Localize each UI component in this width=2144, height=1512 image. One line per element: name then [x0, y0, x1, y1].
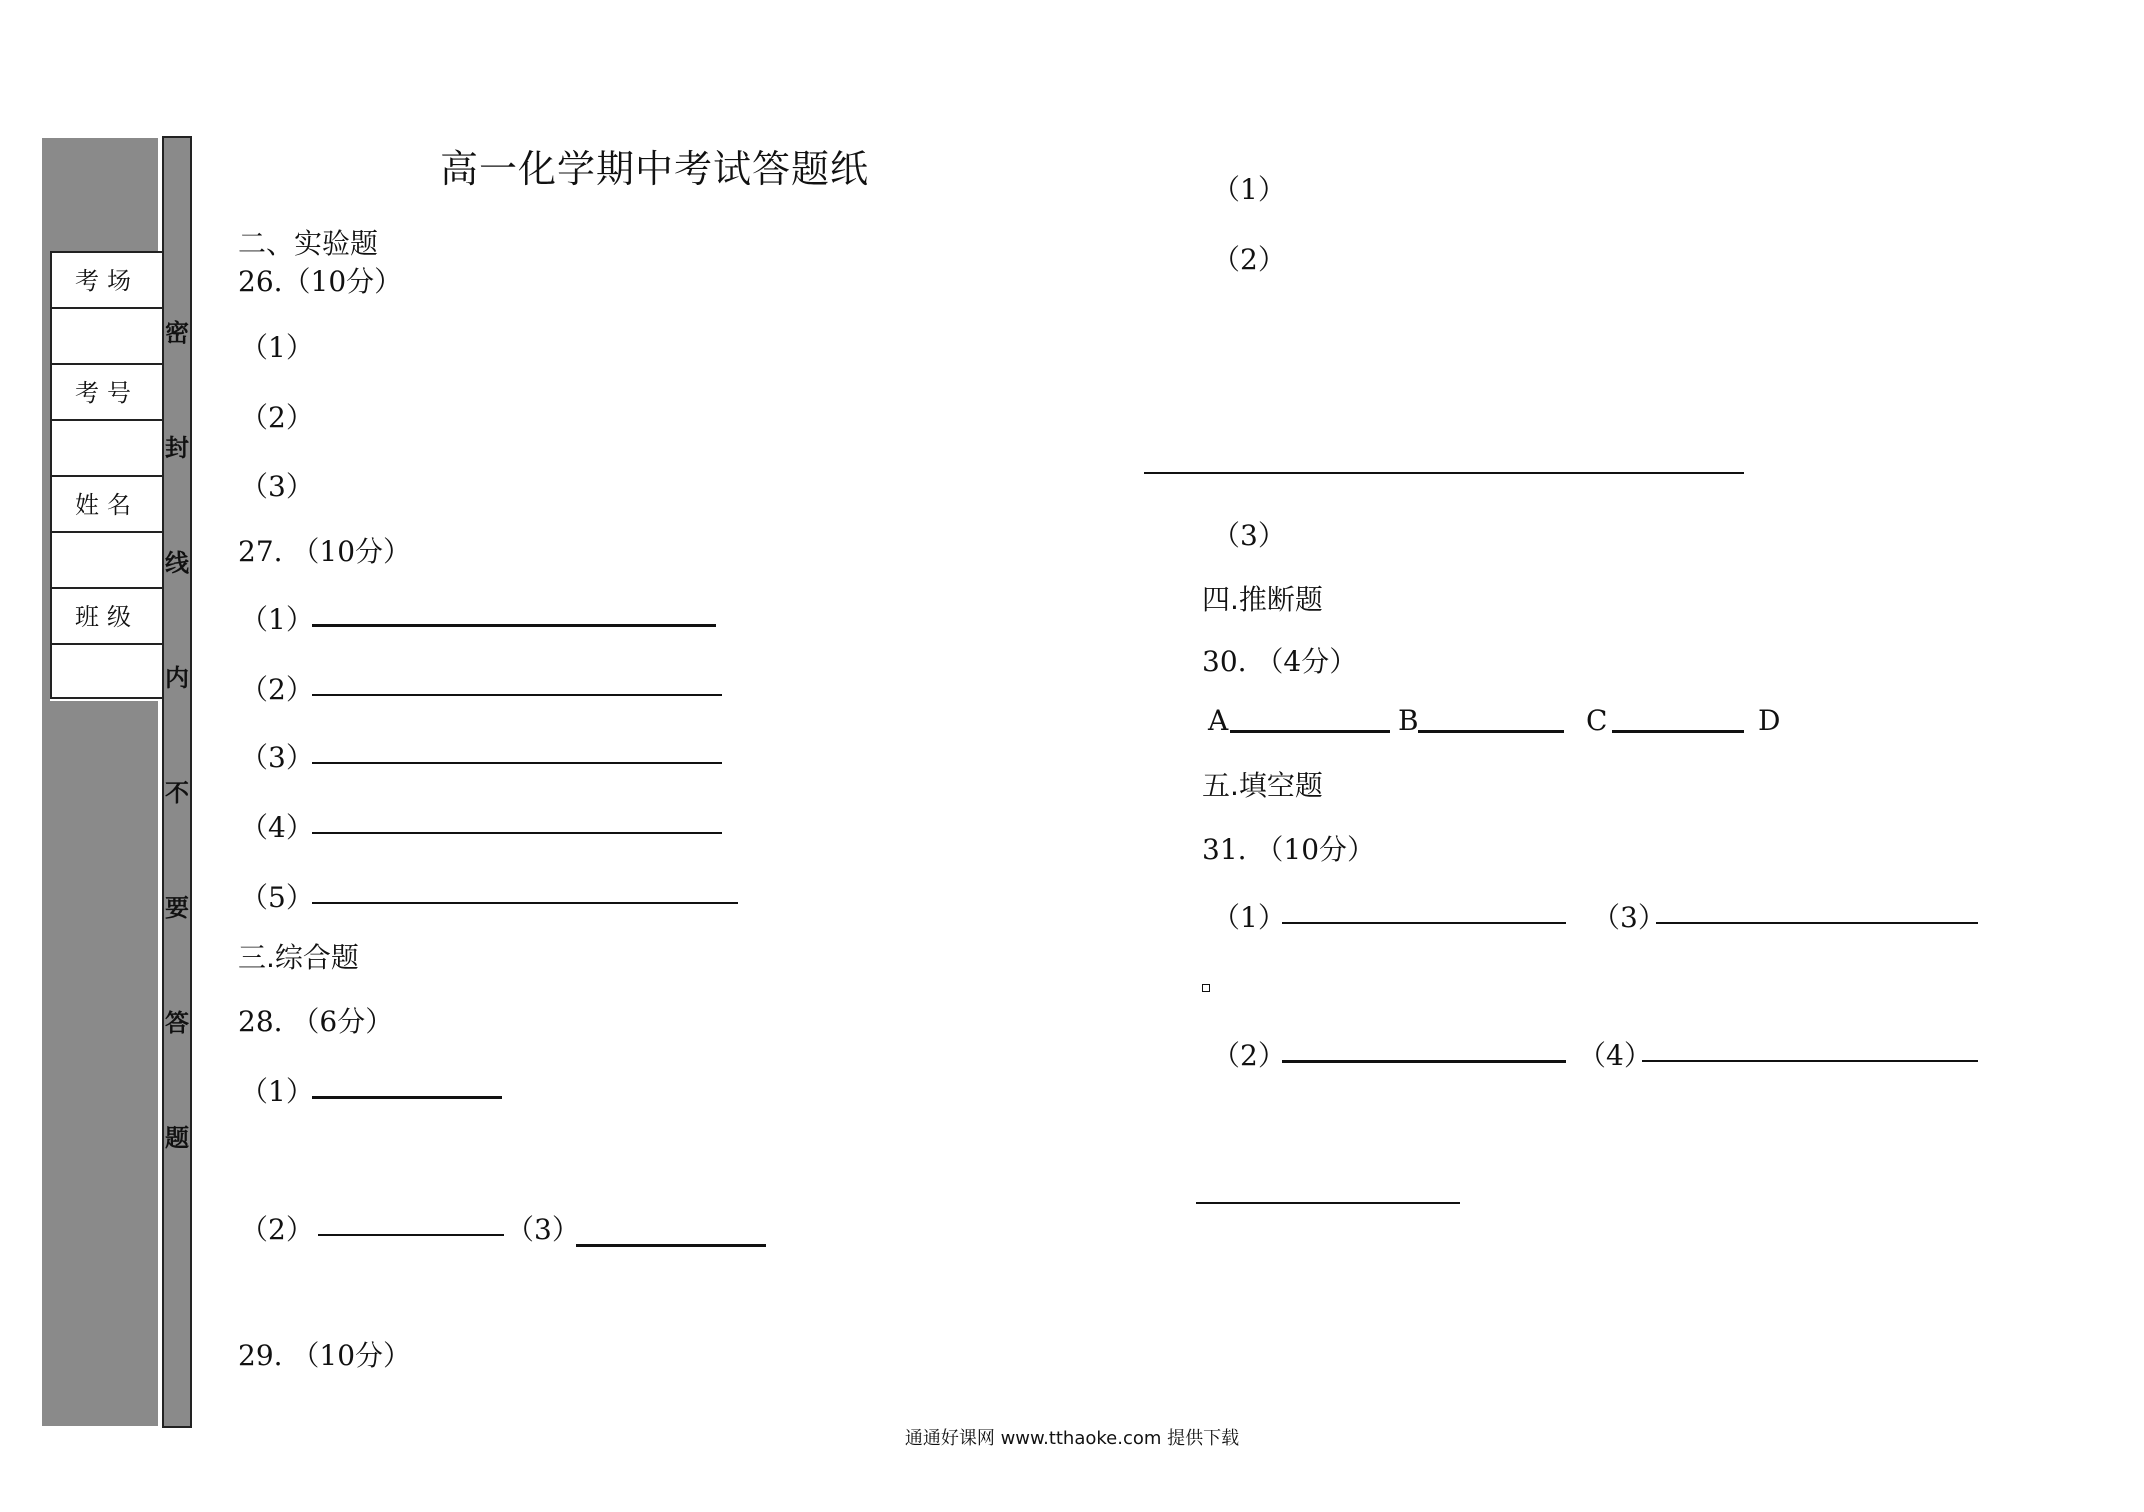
q26-part-label: （1） [240, 331, 314, 364]
field-label-exam-room: 考场 [50, 251, 162, 307]
seal-char: 答 [165, 1009, 189, 1037]
seal-char: 不 [165, 779, 189, 807]
student-info-box [50, 251, 162, 701]
section-heading-inference: 四.推断题 [1202, 583, 1323, 616]
q29-part-label: （3） [1212, 519, 1286, 552]
question-31-heading: 31. （10分） [1202, 833, 1376, 866]
q27-part-label: （1） [240, 603, 314, 636]
answer-line[interactable] [1642, 1060, 1978, 1062]
seal-char: 封 [165, 434, 189, 462]
answer-line[interactable] [1418, 730, 1564, 733]
answer-line[interactable] [1144, 472, 1744, 474]
field-input-exam-number[interactable] [50, 419, 162, 475]
q28-part-label: （1） [240, 1075, 314, 1108]
question-29-heading: 29. （10分） [238, 1339, 412, 1372]
q31-part-label: （1） [1212, 901, 1286, 934]
q28-part-label: （3） [506, 1213, 580, 1246]
stray-mark [1202, 984, 1210, 992]
answer-line[interactable] [312, 1096, 502, 1099]
seal-char: 线 [165, 549, 189, 577]
q30-label: D [1758, 704, 1781, 737]
answer-line[interactable] [318, 1234, 504, 1236]
answer-line[interactable] [312, 832, 722, 834]
section-heading-experiment: 二、实验题 [238, 227, 379, 260]
q28-part-label: （2） [240, 1213, 314, 1246]
q30-label: C [1586, 704, 1608, 737]
q29-part-label: （1） [1212, 173, 1286, 206]
field-label-class: 班级 [50, 587, 162, 643]
section-heading-fill-in: 五.填空题 [1202, 769, 1323, 802]
seal-line-strip [162, 136, 192, 1428]
answer-line[interactable] [312, 624, 716, 627]
section-heading-comprehensive: 三.综合题 [238, 941, 359, 974]
q27-part-label: （4） [240, 811, 314, 844]
field-label-name: 姓名 [50, 475, 162, 531]
question-28-heading: 28. （6分） [238, 1005, 394, 1038]
q26-part-label: （2） [240, 401, 314, 434]
answer-line[interactable] [1282, 922, 1566, 924]
q27-part-label: （2） [240, 673, 314, 706]
seal-char: 密 [165, 319, 189, 347]
page-title: 高一化学期中考试答题纸 [440, 147, 870, 191]
field-label-exam-number: 考号 [50, 363, 162, 419]
q31-part-label: （3） [1592, 901, 1666, 934]
field-input-exam-room[interactable] [50, 307, 162, 363]
answer-line[interactable] [1612, 730, 1744, 733]
answer-line[interactable] [312, 762, 722, 764]
q30-label: B [1398, 704, 1419, 737]
answer-line[interactable] [1230, 730, 1390, 733]
answer-line[interactable] [312, 902, 738, 904]
question-30-heading: 30. （4分） [1202, 645, 1358, 678]
seal-char: 要 [165, 894, 189, 922]
answer-line[interactable] [312, 694, 722, 696]
answer-line[interactable] [1196, 1202, 1460, 1204]
q27-part-label: （3） [240, 741, 314, 774]
field-input-name[interactable] [50, 531, 162, 587]
q29-part-label: （2） [1212, 243, 1286, 276]
page-footer: 通通好课网 www.tthaoke.com 提供下载 [904, 1428, 1240, 1449]
answer-line[interactable] [1282, 1060, 1566, 1063]
question-26-heading: 26.（10分） [238, 265, 403, 298]
field-input-class[interactable] [50, 643, 162, 699]
q30-label: A [1208, 704, 1229, 737]
q27-part-label: （5） [240, 881, 314, 914]
q31-part-label: （2） [1212, 1039, 1286, 1072]
seal-char: 内 [165, 664, 189, 692]
answer-line[interactable] [576, 1244, 766, 1247]
q31-part-label: （4） [1578, 1039, 1652, 1072]
answer-line[interactable] [1656, 922, 1978, 924]
q26-part-label: （3） [240, 470, 314, 503]
question-27-heading: 27. （10分） [238, 535, 412, 568]
seal-char: 题 [165, 1124, 189, 1152]
